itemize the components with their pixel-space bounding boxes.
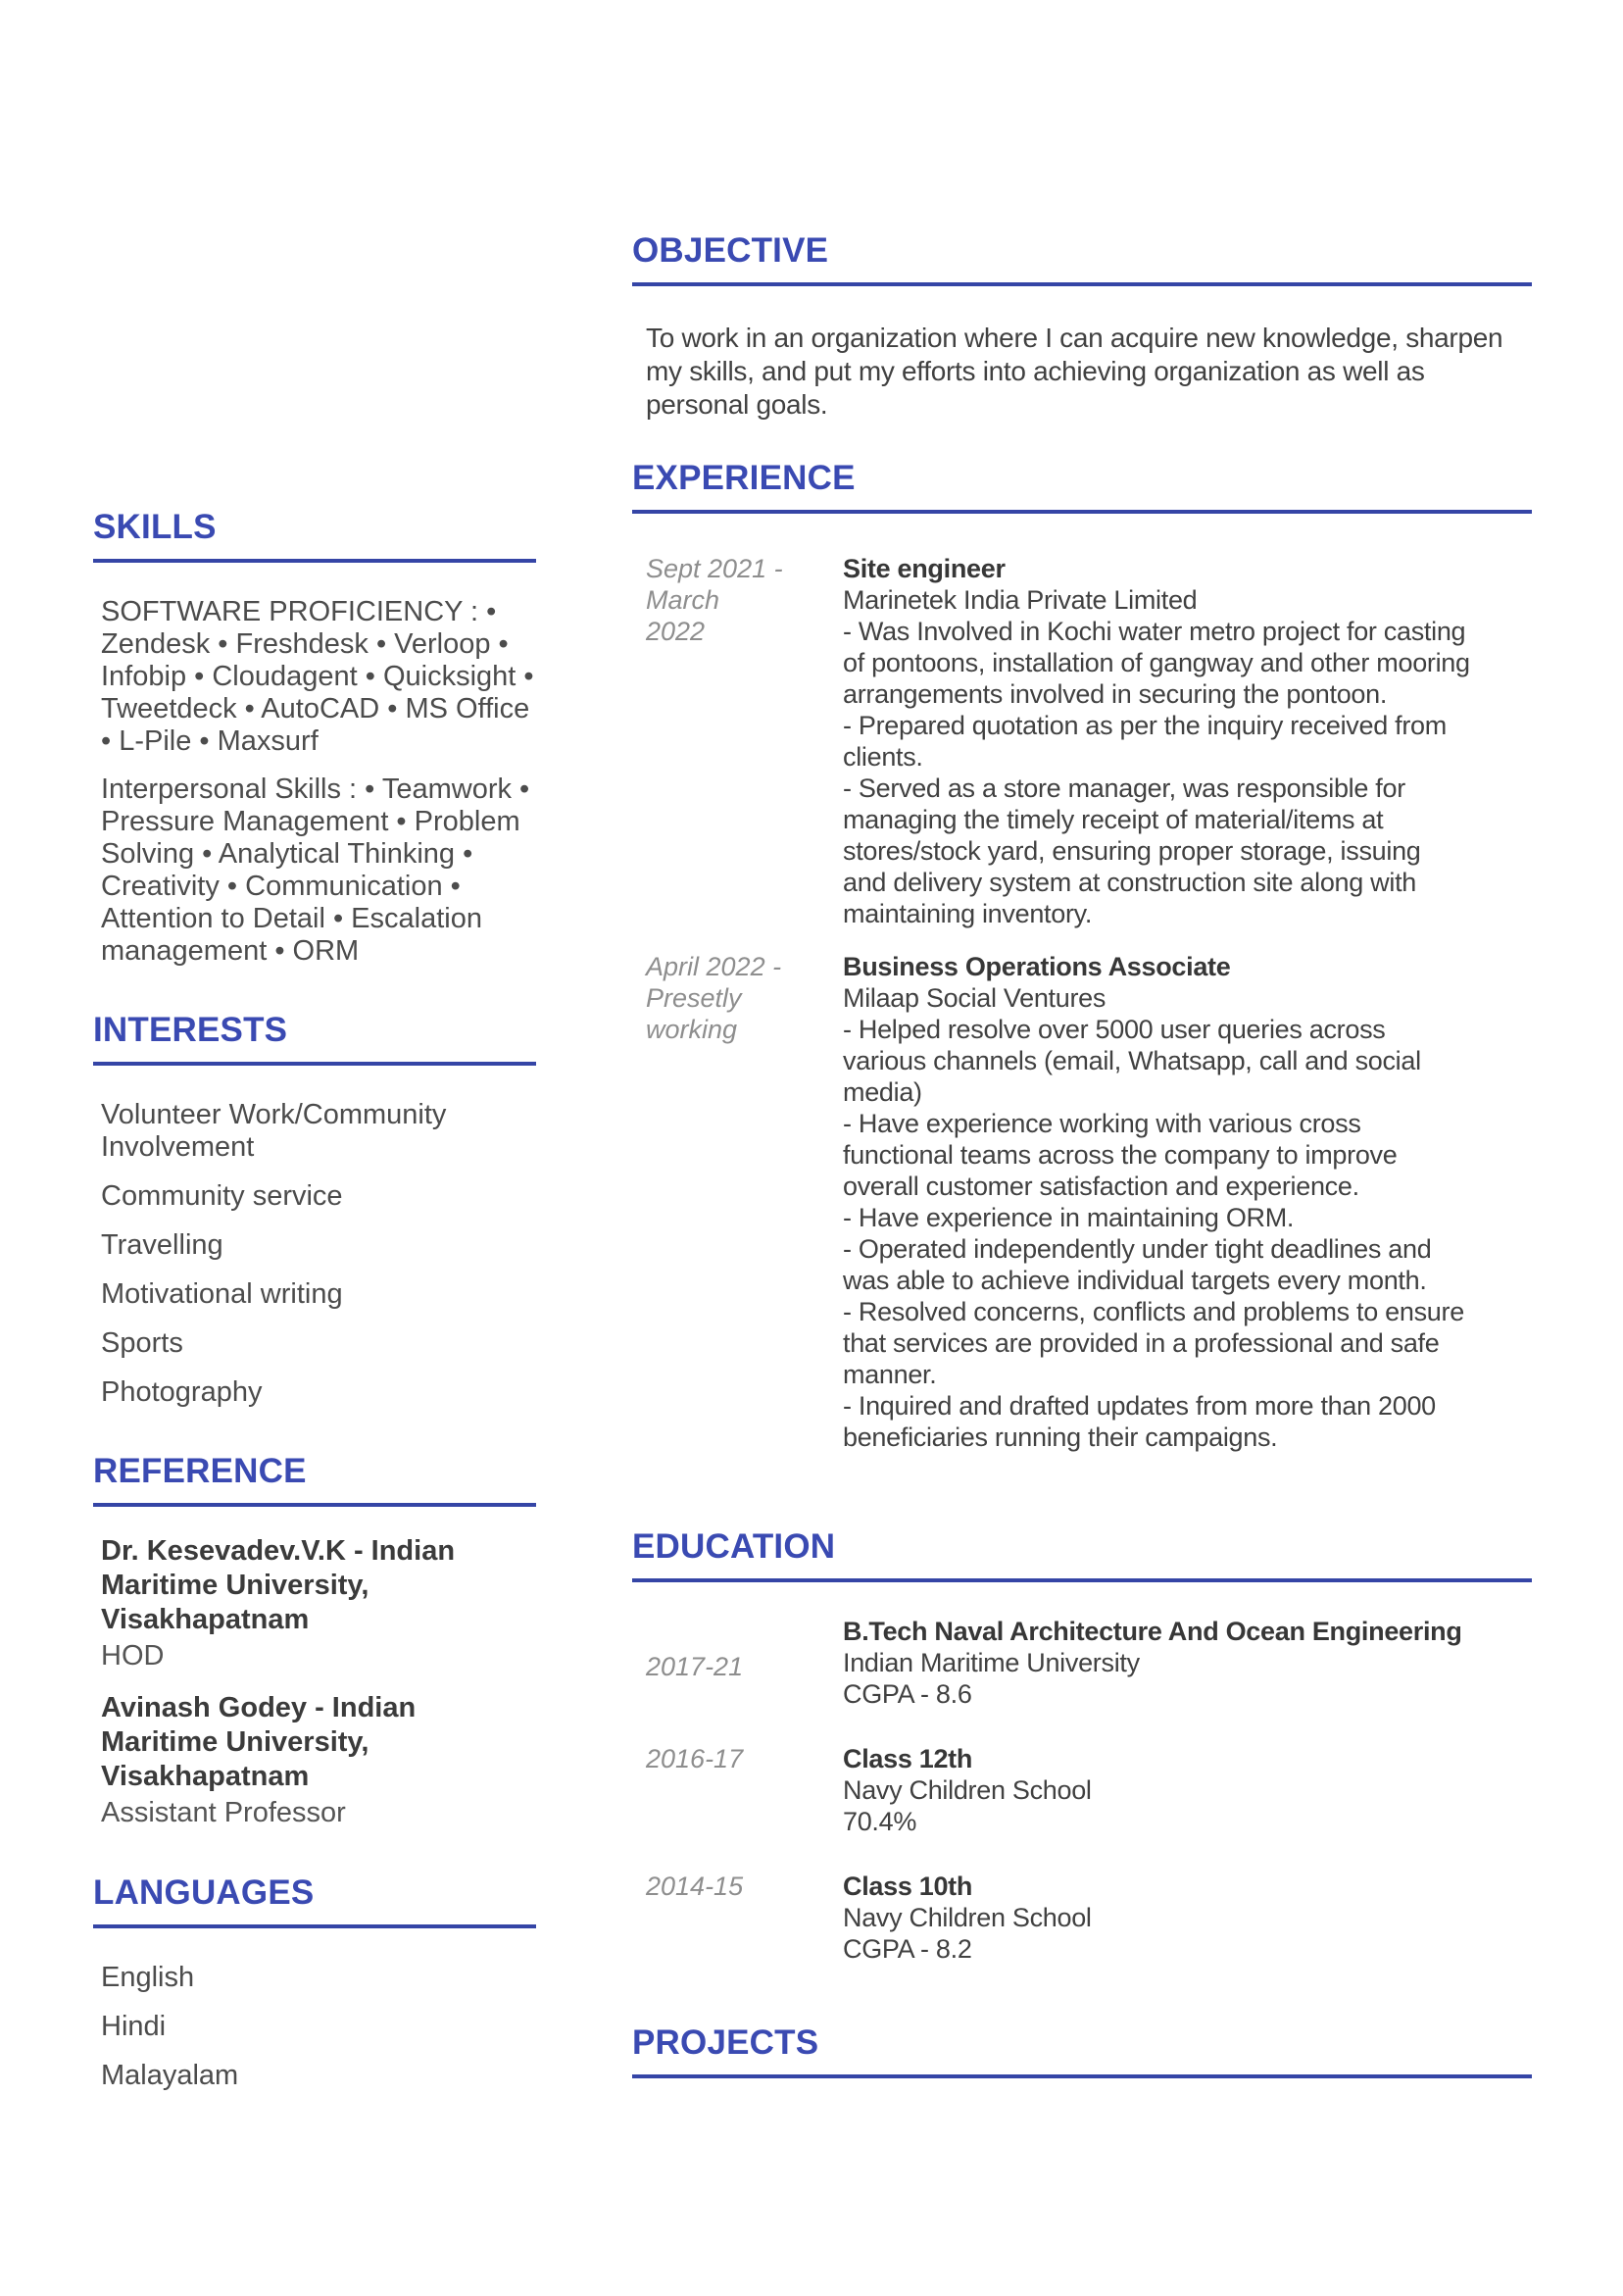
experience-section [632, 459, 1532, 1453]
objective-text: To work in an organization where I can acquire new knowledge, sharpen my skills, and put my efforts into achieving organization as well as personal goals. [646, 323, 1503, 420]
education-score: 70.4% [843, 1807, 917, 1836]
interests-section [93, 1011, 536, 1409]
reference-role: Assistant Professor [101, 1797, 346, 1828]
experience-bullet: - Resolved concerns, conflicts and problems to ensure that services are provided in a professional and safe manner. [843, 1297, 1464, 1389]
education-description [843, 1743, 1470, 1837]
section-rule [93, 1062, 536, 1066]
projects-title: PROJECTS [632, 2023, 819, 2062]
experience-description [843, 553, 1470, 929]
interest-item: Photography [101, 1376, 263, 1408]
experience-dates-cell [632, 553, 843, 929]
education-degree: B.Tech Naval Architecture And Ocean Engineering [843, 1617, 1462, 1646]
education-dates-cell [632, 1616, 843, 1710]
objective-section [632, 231, 1532, 422]
skills-software-text: SOFTWARE PROFICIENCY : • Zendesk • Freshdesk • Verloop • Infobip • Cloudagent • Quicksight • Tweetdeck • AutoCAD • MS Office • L-Pile • Maxsurf [101, 596, 534, 757]
experience-role: Business Operations Associate [843, 952, 1231, 981]
experience-dates-cell [632, 951, 843, 1453]
education-dates: 2014-15 [646, 1872, 744, 1901]
education-school: Navy Children School [843, 1903, 1092, 1932]
education-dates-cell [632, 1871, 843, 1965]
reference-name: Avinash Godey - Indian Maritime University, Visakhapatnam [101, 1692, 417, 1792]
projects-section [632, 2023, 1532, 2078]
education-score: CGPA - 8.6 [843, 1679, 972, 1709]
skills-interpersonal-text: Interpersonal Skills : • Teamwork • Pressure Management • Problem Solving • Analytical Thinking • Creativity • Communication • Attention to Detail • Escalation management • ORM [101, 774, 530, 967]
education-degree: Class 10th [843, 1872, 973, 1901]
education-description [843, 1616, 1470, 1710]
interest-item: Motivational writing [101, 1278, 343, 1310]
left-column [93, 508, 536, 2135]
education-title: EDUCATION [632, 1527, 836, 1566]
section-rule [632, 2074, 1532, 2078]
section-rule [632, 1578, 1532, 1582]
experience-bullet: - Prepared quotation as per the inquiry received from clients. [843, 711, 1447, 772]
section-rule [93, 1503, 536, 1507]
experience-entry [632, 553, 1532, 929]
experience-dates: April 2022 - Presetly working [646, 952, 782, 1044]
experience-title: EXPERIENCE [632, 459, 856, 497]
languages-section [93, 1873, 536, 2092]
interest-item: Volunteer Work/Community Involvement [101, 1099, 447, 1163]
languages-list [101, 1962, 536, 2092]
experience-dates: Sept 2021 - March 2022 [646, 554, 783, 646]
education-score: CGPA - 8.2 [843, 1934, 972, 1964]
education-school: Navy Children School [843, 1775, 1092, 1805]
experience-bullet: - Served as a store manager, was responsible for managing the timely receipt of material/items at stores/stock yard, ensuring proper storage, issuing and delivery system at construction site along with maintaining inventory. [843, 774, 1421, 928]
experience-bullet: - Have experience working with various cross functional teams across the company to improve overall customer satisfaction and experience. [843, 1109, 1398, 1201]
education-section [632, 1527, 1532, 1965]
experience-bullet: - Was Involved in Kochi water metro project for casting of pontoons, installation of gangway and other mooring arrangements involved in securing the pontoon. [843, 617, 1470, 709]
experience-description [843, 951, 1470, 1453]
education-dates-cell [632, 1743, 843, 1837]
language-item: English [101, 1962, 195, 1993]
reference-entry [101, 1534, 536, 1673]
experience-bullet: - Operated independently under tight deadlines and was able to achieve individual targets every month. [843, 1234, 1432, 1295]
section-rule [93, 1924, 536, 1928]
right-column [632, 231, 1532, 2116]
section-rule [632, 510, 1532, 514]
reference-section [93, 1452, 536, 1830]
education-degree: Class 12th [843, 1744, 973, 1773]
interest-item: Travelling [101, 1229, 223, 1261]
education-dates: 2017-21 [646, 1652, 744, 1681]
education-dates: 2016-17 [646, 1744, 744, 1773]
reference-name: Dr. Kesevadev.V.K - Indian Maritime University, Visakhapatnam [101, 1535, 456, 1635]
interests-title: INTERESTS [93, 1011, 288, 1049]
languages-title: LANGUAGES [93, 1873, 315, 1912]
interest-item: Community service [101, 1180, 343, 1212]
experience-company: Marinetek India Private Limited [843, 585, 1198, 615]
language-item: Malayalam [101, 2060, 239, 2091]
experience-bullet: - Have experience in maintaining ORM. [843, 1203, 1295, 1232]
interests-list [101, 1099, 536, 1409]
education-school: Indian Maritime University [843, 1648, 1140, 1677]
experience-entry [632, 951, 1532, 1453]
interest-item: Sports [101, 1327, 183, 1359]
skills-title: SKILLS [93, 508, 217, 546]
experience-company: Milaap Social Ventures [843, 983, 1107, 1013]
education-description [843, 1871, 1470, 1965]
skills-section [93, 508, 536, 968]
language-item: Hindi [101, 2011, 167, 2042]
objective-title: OBJECTIVE [632, 231, 829, 270]
experience-bullet: - Inquired and drafted updates from more than 2000 beneficiaries running their campaigns. [843, 1391, 1436, 1452]
education-entry [632, 1871, 1532, 1965]
reference-role: HOD [101, 1640, 165, 1672]
education-entry [632, 1743, 1532, 1837]
section-rule [632, 282, 1532, 286]
experience-bullet: - Helped resolve over 5000 user queries across various channels (email, Whatsapp, call and social media) [843, 1015, 1421, 1107]
section-rule [93, 559, 536, 563]
education-entry [632, 1616, 1532, 1710]
reference-entry [101, 1691, 536, 1830]
reference-title: REFERENCE [93, 1452, 307, 1490]
experience-role: Site engineer [843, 554, 1006, 583]
